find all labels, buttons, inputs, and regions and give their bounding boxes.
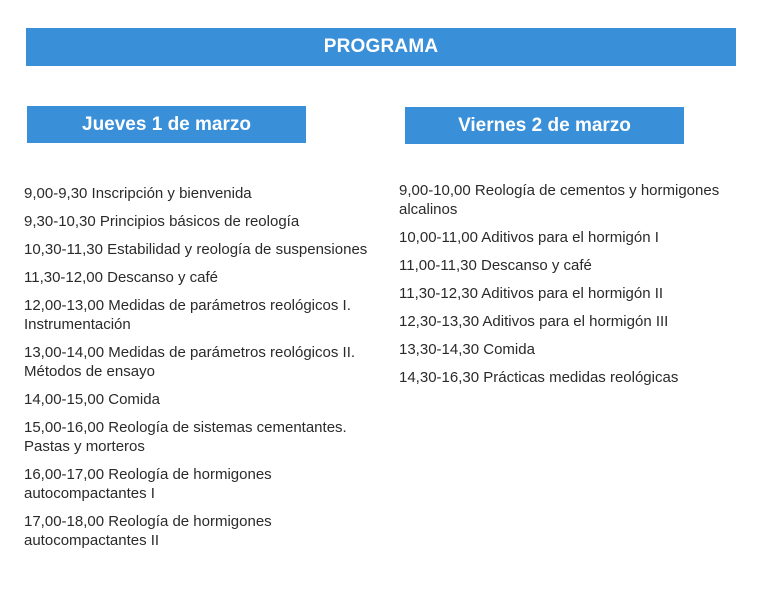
schedule-item: 13,30-14,30 Comida <box>399 341 535 358</box>
schedule-item: 12,30-13,30 Aditivos para el hormigón III <box>399 313 669 330</box>
day-header-jueves: Jueves 1 de marzo <box>27 106 306 143</box>
schedule-item: 10,30-11,30 Estabilidad y reología de suspensiones <box>24 241 368 258</box>
schedule-item: 16,00-17,00 Reología de hormigones autocompactantes I <box>24 466 272 502</box>
schedule-item: 17,00-18,00 Reología de hormigones autocompactantes II <box>24 513 272 549</box>
schedule-item: 13,00-14,00 Medidas de parámetros reológicos II. Métodos de ensayo <box>24 344 356 380</box>
schedule-item: 9,00-9,30 Inscripción y bienvenida <box>24 185 252 202</box>
schedule-list-jueves <box>24 184 384 559</box>
schedule-item: 11,30-12,00 Descanso y café <box>24 269 219 286</box>
schedule-item: 12,00-13,00 Medidas de parámetros reológicos I. Instrumentación <box>24 297 351 333</box>
schedule-list-viernes <box>399 181 749 396</box>
schedule-item: 9,30-10,30 Principios básicos de reología <box>24 213 300 230</box>
schedule-item: 9,00-10,00 Reología de cementos y hormigones alcalinos <box>399 182 720 218</box>
schedule-item: 10,00-11,00 Aditivos para el hormigón I <box>399 229 659 246</box>
day-header-viernes: Viernes 2 de marzo <box>405 107 684 144</box>
schedule-item: 11,00-11,30 Descanso y café <box>399 257 592 274</box>
schedule-item: 14,30-16,30 Prácticas medidas reológicas <box>399 369 679 386</box>
schedule-item: 14,00-15,00 Comida <box>24 391 160 408</box>
programa-banner: PROGRAMA <box>26 28 736 66</box>
schedule-item: 15,00-16,00 Reología de sistemas cementantes. Pastas y morteros <box>24 419 347 455</box>
schedule-item: 11,30-12,30 Aditivos para el hormigón II <box>399 285 664 302</box>
